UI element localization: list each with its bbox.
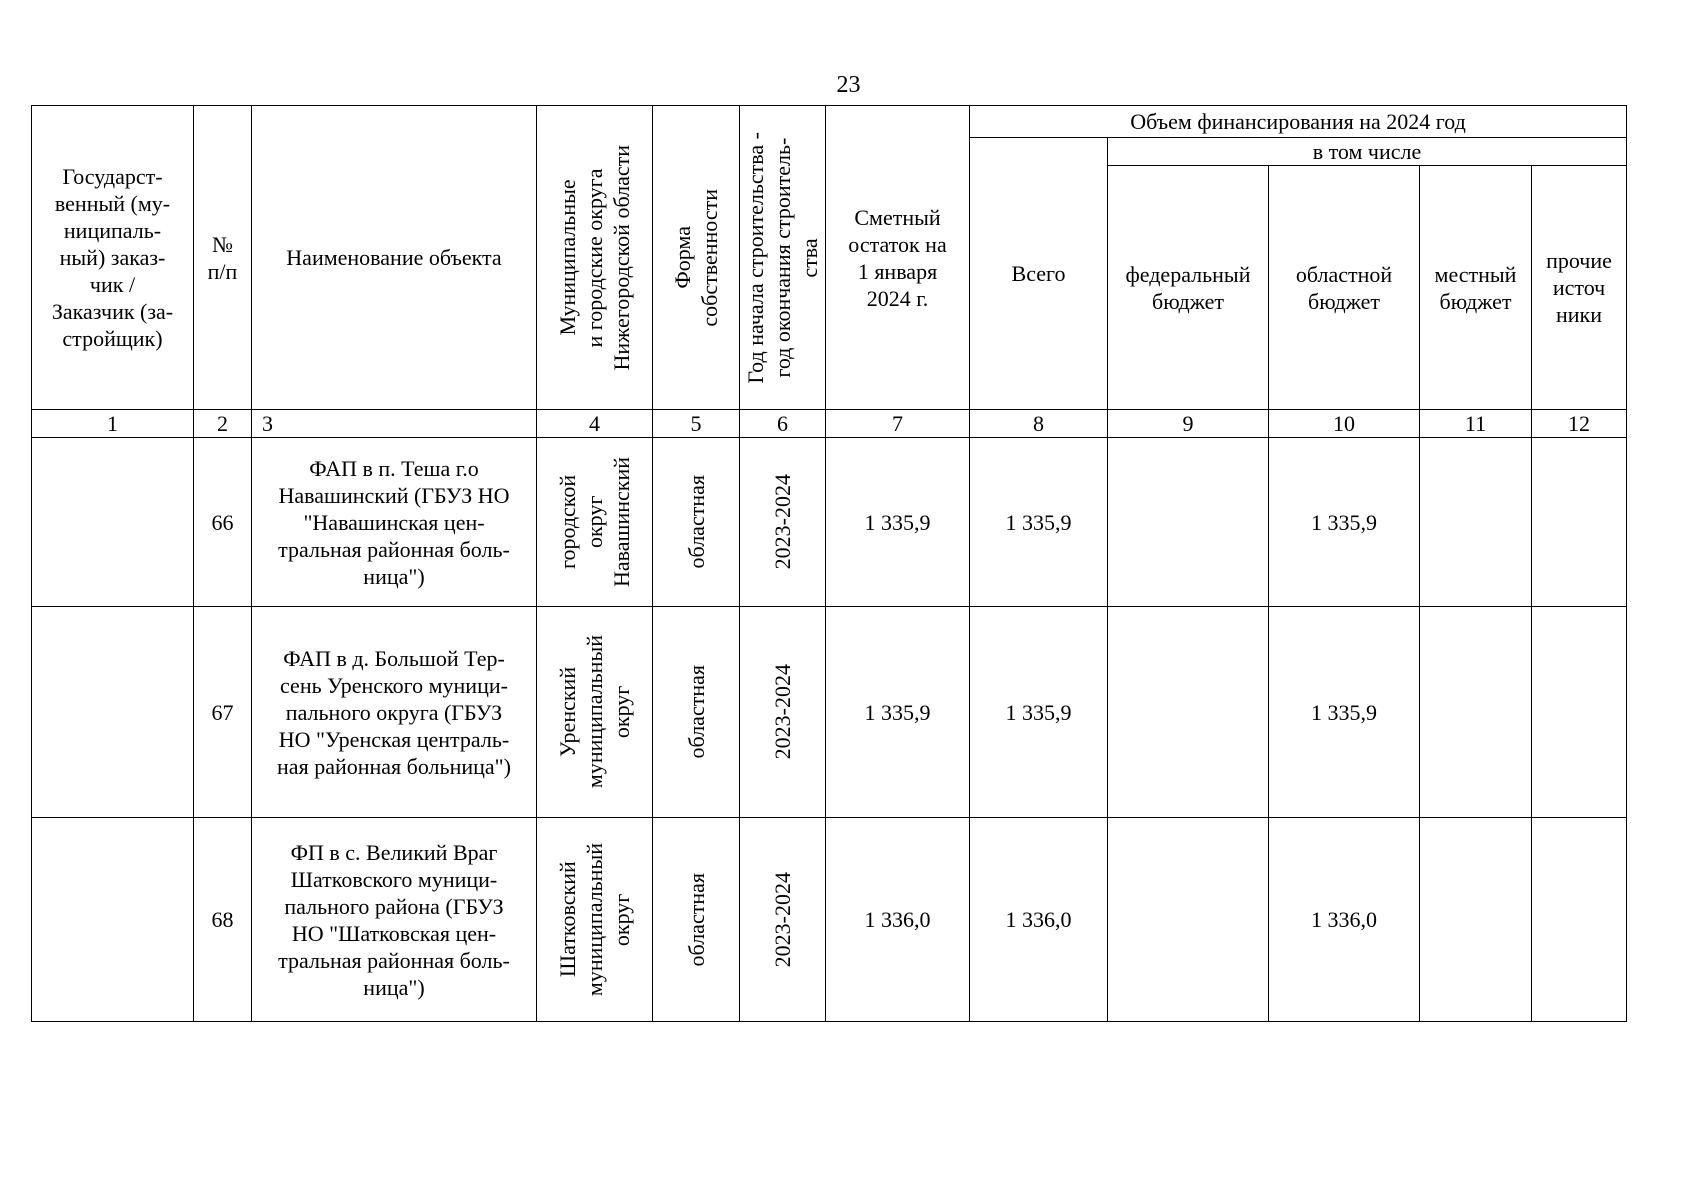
column-number: 3 <box>252 410 537 438</box>
column-number: 12 <box>1532 410 1627 438</box>
row-ownership: областная <box>653 818 740 1022</box>
header-other-sources: прочие источ ники <box>1532 166 1627 410</box>
column-number: 2 <box>194 410 252 438</box>
row-other <box>1532 438 1627 607</box>
header-years: Год начала строительства - год окончания строитель- ства <box>740 106 826 410</box>
column-number: 8 <box>970 410 1108 438</box>
row-regional: 1 335,9 <box>1269 438 1420 607</box>
row-federal <box>1108 438 1269 607</box>
row-customer <box>32 818 194 1022</box>
header-funding-volume: Объем финансирования на 2024 год <box>970 106 1627 138</box>
column-number: 11 <box>1420 410 1532 438</box>
header-municipality: Муниципальные и городские округа Нижегородской области <box>537 106 653 410</box>
table-row <box>32 607 1627 818</box>
row-local <box>1420 438 1532 607</box>
row-object-name: ФАП в п. Теша г.о Навашинский (ГБУЗ НО "Навашинская цен- тральная районная боль- ница") <box>252 438 537 607</box>
header-local-budget: местный бюджет <box>1420 166 1532 410</box>
row-total: 1 335,9 <box>970 438 1108 607</box>
row-municipality: Шатковский муниципальный округ <box>537 818 653 1022</box>
header-customer: Государст- венный (му- ниципаль- ный) заказ- чик / Заказчик (за- стройщик) <box>32 106 194 410</box>
column-number: 1 <box>32 410 194 438</box>
row-other <box>1532 607 1627 818</box>
row-years: 2023-2024 <box>740 818 826 1022</box>
row-regional: 1 336,0 <box>1269 818 1420 1022</box>
row-municipality: городской округ Навашинский <box>537 438 653 607</box>
header-total: Всего <box>970 138 1108 410</box>
row-number: 68 <box>194 818 252 1022</box>
row-ownership: областная <box>653 438 740 607</box>
header-row-1 <box>32 106 1627 138</box>
header-estimate-remainder: Сметный остаток на 1 января 2024 г. <box>826 106 970 410</box>
row-estimate-remainder: 1 335,9 <box>826 607 970 818</box>
row-ownership: областная <box>653 607 740 818</box>
row-customer <box>32 607 194 818</box>
header-federal-budget: федеральный бюджет <box>1108 166 1269 410</box>
row-municipality: Уренский муниципальный округ <box>537 607 653 818</box>
row-estimate-remainder: 1 336,0 <box>826 818 970 1022</box>
column-number: 4 <box>537 410 653 438</box>
header-including: в том числе <box>1108 138 1627 166</box>
row-number: 67 <box>194 607 252 818</box>
row-regional: 1 335,9 <box>1269 607 1420 818</box>
row-total: 1 335,9 <box>970 607 1108 818</box>
column-number: 7 <box>826 410 970 438</box>
row-federal <box>1108 607 1269 818</box>
row-estimate-remainder: 1 335,9 <box>826 438 970 607</box>
row-years: 2023-2024 <box>740 438 826 607</box>
column-number: 5 <box>653 410 740 438</box>
financing-table <box>31 105 1627 1022</box>
row-number: 66 <box>194 438 252 607</box>
row-customer <box>32 438 194 607</box>
column-number: 6 <box>740 410 826 438</box>
row-object-name: ФАП в д. Большой Тер- сень Уренского муници- пального округа (ГБУЗ НО "Уренская централь- ная районная больница") <box>252 607 537 818</box>
row-object-name: ФП в с. Великий Враг Шатковского муници- пального района (ГБУЗ НО "Шатковская цен- тральная районная боль- ница") <box>252 818 537 1022</box>
table-row <box>32 818 1627 1022</box>
row-local <box>1420 607 1532 818</box>
column-number: 10 <box>1269 410 1420 438</box>
header-ownership: Форма собственности <box>653 106 740 410</box>
row-other <box>1532 818 1627 1022</box>
row-federal <box>1108 818 1269 1022</box>
header-number: № п/п <box>194 106 252 410</box>
table-row <box>32 438 1627 607</box>
row-local <box>1420 818 1532 1022</box>
column-numbers-row <box>32 410 1627 438</box>
header-object-name: Наименование объекта <box>252 106 537 410</box>
row-total: 1 336,0 <box>970 818 1108 1022</box>
page-number: 23 <box>836 72 861 98</box>
row-years: 2023-2024 <box>740 607 826 818</box>
column-number: 9 <box>1108 410 1269 438</box>
header-regional-budget: областной бюджет <box>1269 166 1420 410</box>
